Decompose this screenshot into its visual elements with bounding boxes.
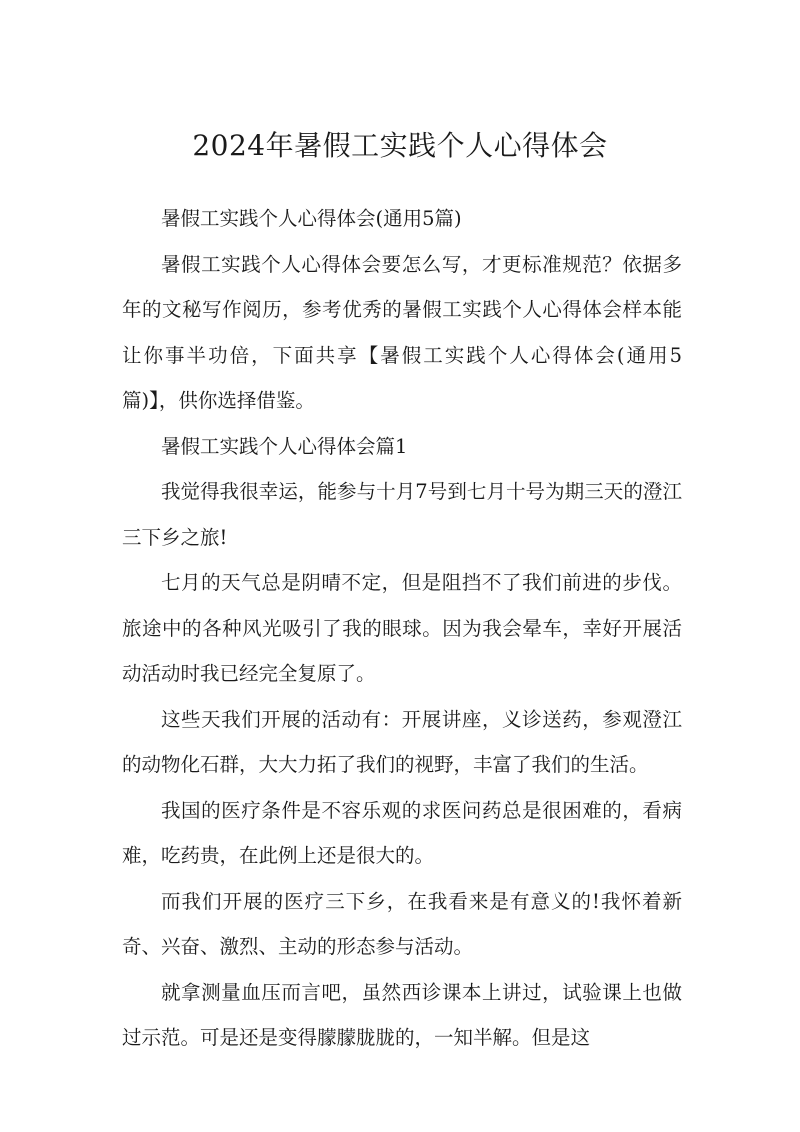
paragraph-subtitle: 暑假工实践个人心得体会(通用5篇)	[161, 207, 462, 230]
paragraph-body: 而我们开展的医疗三下乡，在我看来是有意义的!我怀着新奇、兴奋、激烈、主动的形态参与活动。	[122, 889, 682, 958]
document-title: 2024年暑假工实践个人心得体会	[192, 129, 608, 162]
paragraph-body: 我国的医疗条件是不容乐观的求医问药总是很困难的，看病难，吃药贵，在此例上还是很大的。	[122, 798, 682, 867]
paragraph-body: 我觉得我很幸运，能参与十月7号到七月十号为期三天的澄江三下乡之旅!	[122, 480, 682, 549]
paragraph-body: 就拿测量血压而言吧，虽然西诊课本上讲过，试验课上也做过示范。可是还是变得朦朦胧胧的，一知半解。但是这	[122, 980, 682, 1049]
paragraph-intro: 暑假工实践个人心得体会要怎么写，才更标准规范？依据多年的文秘写作阅历，参考优秀的暑假工实践个人心得体会样本能让你事半功倍，下面共享【暑假工实践个人心得体会(通用5篇)】，供你选择借鉴。	[122, 252, 682, 412]
paragraph-body: 这些天我们开展的活动有：开展讲座，义诊送药，参观澄江的动物化石群，大大力拓了我们的视野，丰富了我们的生活。	[122, 707, 682, 776]
paragraph-body: 七月的天气总是阴晴不定，但是阻挡不了我们前进的步伐。旅途中的各种风光吸引了我的眼球。因为我会晕车，幸好开展活动活动时我已经完全复原了。	[122, 571, 682, 685]
paragraph-section-heading: 暑假工实践个人心得体会篇1	[161, 434, 408, 458]
document-body	[122, 196, 682, 1061]
